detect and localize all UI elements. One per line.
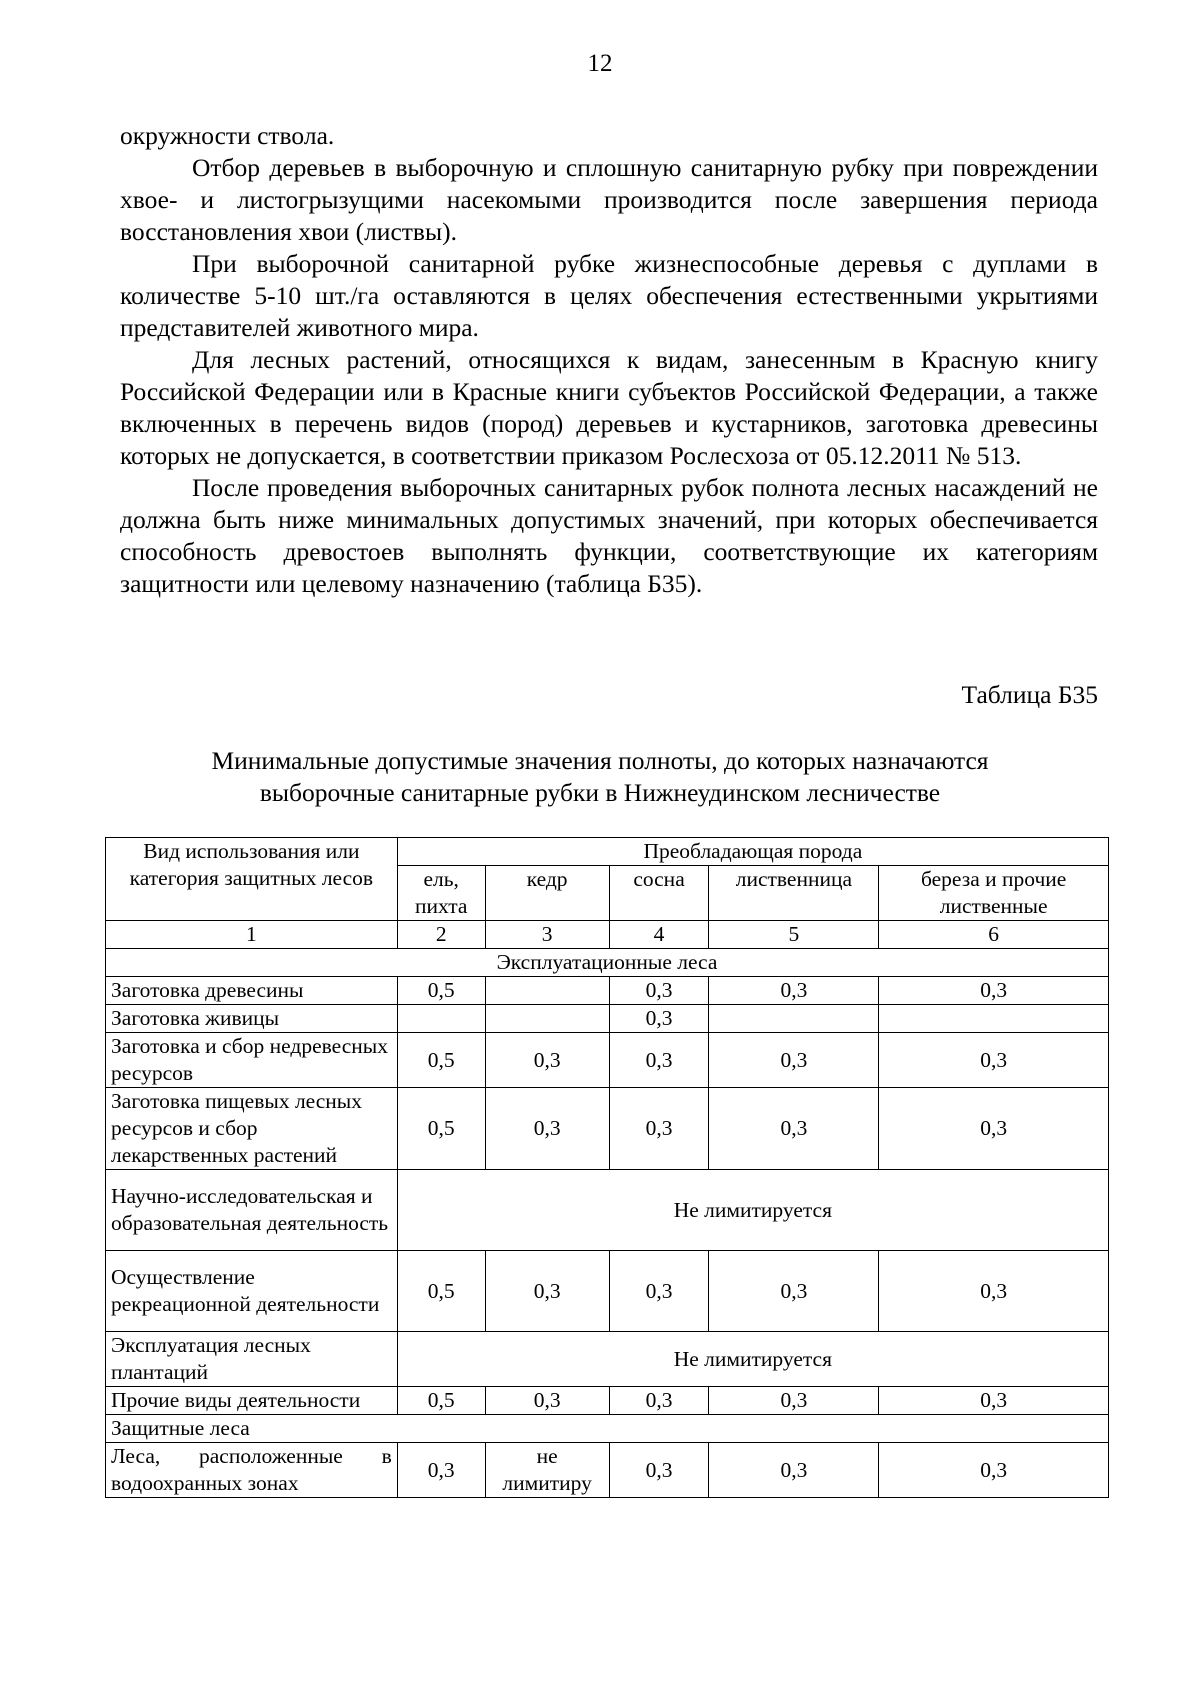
table-cell: не лимитиру bbox=[485, 1443, 609, 1498]
column-number: 3 bbox=[485, 921, 609, 949]
row-label bbox=[106, 1443, 398, 1498]
table-cell: 0,3 bbox=[879, 1088, 1109, 1170]
table-cell: 0,3 bbox=[609, 1005, 709, 1033]
body-text bbox=[120, 120, 1098, 600]
table-cell bbox=[397, 1005, 485, 1033]
header-species: сосна bbox=[609, 866, 709, 921]
row-label: Заготовка пищевых лесных ресурсов и сбор лекарственных растений bbox=[106, 1088, 398, 1170]
table-cell: 0,3 bbox=[609, 1033, 709, 1088]
table-cell: 0,3 bbox=[609, 1443, 709, 1498]
table-row bbox=[106, 977, 1109, 1005]
column-number-row bbox=[106, 921, 1109, 949]
table-cell: 0,3 bbox=[709, 1088, 879, 1170]
table-cell bbox=[485, 1005, 609, 1033]
table-cell: 0,5 bbox=[397, 1088, 485, 1170]
row-label-word: расположенные bbox=[198, 1444, 343, 1468]
table-cell: 0,3 bbox=[879, 1251, 1109, 1332]
table-cell: 0,3 bbox=[609, 1387, 709, 1415]
table-row bbox=[106, 1332, 1109, 1387]
column-number: 4 bbox=[609, 921, 709, 949]
table-cell: 0,5 bbox=[397, 1033, 485, 1088]
table-row bbox=[106, 1387, 1109, 1415]
table-title-line: Минимальные допустимые значения полноты, до которых назначаются bbox=[211, 746, 989, 775]
row-label-word: в bbox=[381, 1444, 392, 1468]
not-limited-cell: Не лимитируется bbox=[397, 1332, 1108, 1387]
table-row bbox=[106, 1443, 1109, 1498]
row-label-line bbox=[111, 1443, 392, 1470]
paragraph: Отбор деревьев в выборочную и сплошную санитарную рубку при повреждении хвое- и листогрызущими насекомыми производится после завершения периода восстановления хвои (листвы). bbox=[120, 153, 1098, 246]
paragraph: окружности ствола. bbox=[120, 121, 335, 150]
header-category: Вид использования или категория защитных лесов bbox=[106, 838, 398, 921]
table-title bbox=[0, 745, 1200, 809]
header-species: береза и прочие лиственные bbox=[879, 866, 1109, 921]
table-cell: 0,3 bbox=[879, 1387, 1109, 1415]
column-number: 2 bbox=[397, 921, 485, 949]
table-cell: 0,5 bbox=[397, 1387, 485, 1415]
page-number: 12 bbox=[587, 50, 613, 77]
data-table bbox=[105, 837, 1109, 1498]
table-title-line: выборочные санитарные рубки в Нижнеудинском лесничестве bbox=[259, 778, 941, 807]
table-cell: 0,5 bbox=[397, 1251, 485, 1332]
table-row bbox=[106, 1251, 1109, 1332]
header-species: ель, пихта bbox=[397, 866, 485, 921]
table-cell: 0,3 bbox=[485, 1033, 609, 1088]
table-label: Таблица Б35 bbox=[961, 680, 1098, 709]
row-label: Заготовка и сбор недревесных ресурсов bbox=[106, 1033, 398, 1088]
table-cell: 0,3 bbox=[485, 1251, 609, 1332]
row-label: Эксплуатация лесных плантаций bbox=[106, 1332, 398, 1387]
section-header: Эксплуатационные леса bbox=[106, 949, 1109, 977]
table-cell: 0,3 bbox=[879, 1033, 1109, 1088]
paragraph: При выборочной санитарной рубке жизнеспособные деревья с дуплами в количестве 5-10 шт./га оставляются в целях обеспечения естественными укрытиями представителей животного мира. bbox=[120, 249, 1098, 342]
column-number: 6 bbox=[879, 921, 1109, 949]
row-label: Заготовка живицы bbox=[106, 1005, 398, 1033]
table-cell: 0,3 bbox=[709, 977, 879, 1005]
table-row bbox=[106, 1170, 1109, 1251]
table-cell: 0,3 bbox=[879, 1443, 1109, 1498]
table-cell: 0,3 bbox=[609, 1088, 709, 1170]
paragraph: После проведения выборочных санитарных рубок полнота лесных насаждений не должна быть ниже минимальных допустимых значений, при которых обеспечивается способность древостоев выполнять функции, соответствующие их категориям защитности или целевому назначению (таблица Б35). bbox=[120, 473, 1098, 598]
table-row bbox=[106, 1005, 1109, 1033]
row-label: Прочие виды деятельности bbox=[106, 1387, 398, 1415]
table-cell: 0,3 bbox=[709, 1443, 879, 1498]
table-cell bbox=[879, 1005, 1109, 1033]
header-dominant-species: Преобладающая порода bbox=[397, 838, 1108, 866]
table-cell: 0,3 bbox=[709, 1033, 879, 1088]
column-number: 5 bbox=[709, 921, 879, 949]
row-label: Научно-исследовательская и образовательная деятельность bbox=[106, 1170, 398, 1251]
table-cell: 0,3 bbox=[609, 1251, 709, 1332]
paragraph: Для лесных растений, относящихся к видам, занесенным в Красную книгу Российской Федерации или в Красные книги субъектов Российской Федерации, а также включенных в перечень видов (пород) деревьев и кустарников, заготовка древесины которых не допускается, в соответствии приказом Рослесхоза от 05.12.2011 № 513. bbox=[120, 345, 1098, 470]
table-row bbox=[106, 1033, 1109, 1088]
table-cell bbox=[709, 1005, 879, 1033]
column-number: 1 bbox=[106, 921, 398, 949]
not-limited-cell: Не лимитируется bbox=[397, 1170, 1108, 1251]
table-cell bbox=[485, 977, 609, 1005]
table-cell: 0,3 bbox=[485, 1088, 609, 1170]
table-cell: 0,3 bbox=[709, 1387, 879, 1415]
section-header: Защитные леса bbox=[106, 1415, 1109, 1443]
table-cell: 0,3 bbox=[397, 1443, 485, 1498]
table-row bbox=[106, 1088, 1109, 1170]
row-label: Заготовка древесины bbox=[106, 977, 398, 1005]
table-cell: 0,3 bbox=[709, 1251, 879, 1332]
row-label-word: Леса, bbox=[111, 1444, 161, 1468]
header-species: кедр bbox=[485, 866, 609, 921]
table-cell: 0,3 bbox=[879, 977, 1109, 1005]
table-cell: 0,3 bbox=[485, 1387, 609, 1415]
header-species: лиственница bbox=[709, 866, 879, 921]
row-label: Осуществление рекреационной деятельности bbox=[106, 1251, 398, 1332]
row-label-line: водоохранных зонах bbox=[111, 1471, 299, 1495]
table-cell: 0,3 bbox=[609, 977, 709, 1005]
table-cell: 0,5 bbox=[397, 977, 485, 1005]
